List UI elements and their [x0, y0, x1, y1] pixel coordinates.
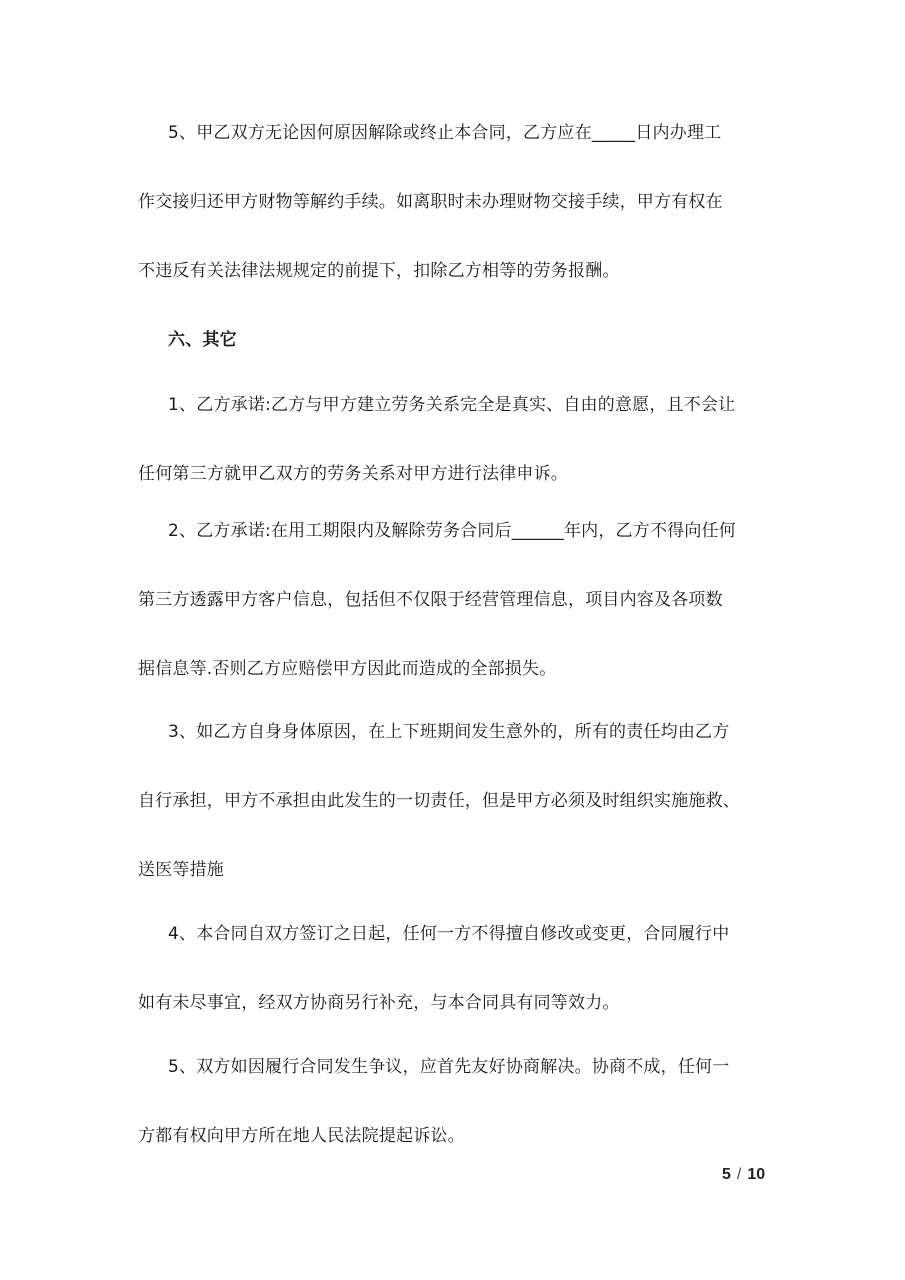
text-line: 作交接归还甲方财物等解约手续。如离职时未办理财物交接手续，甲方有权在: [138, 192, 723, 212]
section-heading: 六、其它: [168, 330, 237, 350]
text-line: 5、甲乙双方无论因何原因解除或终止本合同，乙方应在_____日内办理工: [168, 123, 722, 143]
text-line: 如有未尽事宜，经双方协商另行补充，与本合同具有同等效力。: [138, 993, 620, 1013]
text-line: 方都有权向甲方所在地人民法院提起诉讼。: [138, 1126, 465, 1146]
text-line: 第三方透露甲方客户信息，包括但不仅限于经营管理信息，项目内容及各项数: [138, 590, 723, 610]
total-page-number: 10: [747, 1166, 766, 1183]
text-line: 任何第三方就甲乙双方的劳务关系对甲方进行法律申诉。: [138, 464, 568, 484]
page-separator: /: [736, 1166, 742, 1183]
page-number: [722, 1166, 765, 1184]
text-line: 送医等措施: [138, 860, 224, 880]
current-page-number: 5: [722, 1166, 731, 1183]
text-line: 3、如乙方自身身体原因，在上下班期间发生意外的，所有的责任均由乙方: [168, 722, 730, 742]
text-line: 自行承担，甲方不承担由此发生的一切责任，但是甲方必须及时组织实施施救、: [138, 791, 740, 811]
text-line: 1、乙方承诺:乙方与甲方建立劳务关系完全是真实、自由的意愿，且不会让: [168, 395, 736, 415]
text-line: 据信息等.否则乙方应赔偿甲方因此而造成的全部损失。: [138, 659, 557, 679]
text-line: 5、双方如因履行合同发生争议，应首先友好协商解决。协商不成，任何一: [168, 1057, 730, 1077]
text-line: 4、本合同自双方签订之日起，任何一方不得擅自修改或变更，合同履行中: [168, 924, 730, 944]
text-line: 不违反有关法律法规规定的前提下，扣除乙方相等的劳务报酬。: [138, 261, 620, 281]
text-line: 2、乙方承诺:在用工期限内及解除劳务合同后______年内，乙方不得向任何: [168, 521, 736, 541]
